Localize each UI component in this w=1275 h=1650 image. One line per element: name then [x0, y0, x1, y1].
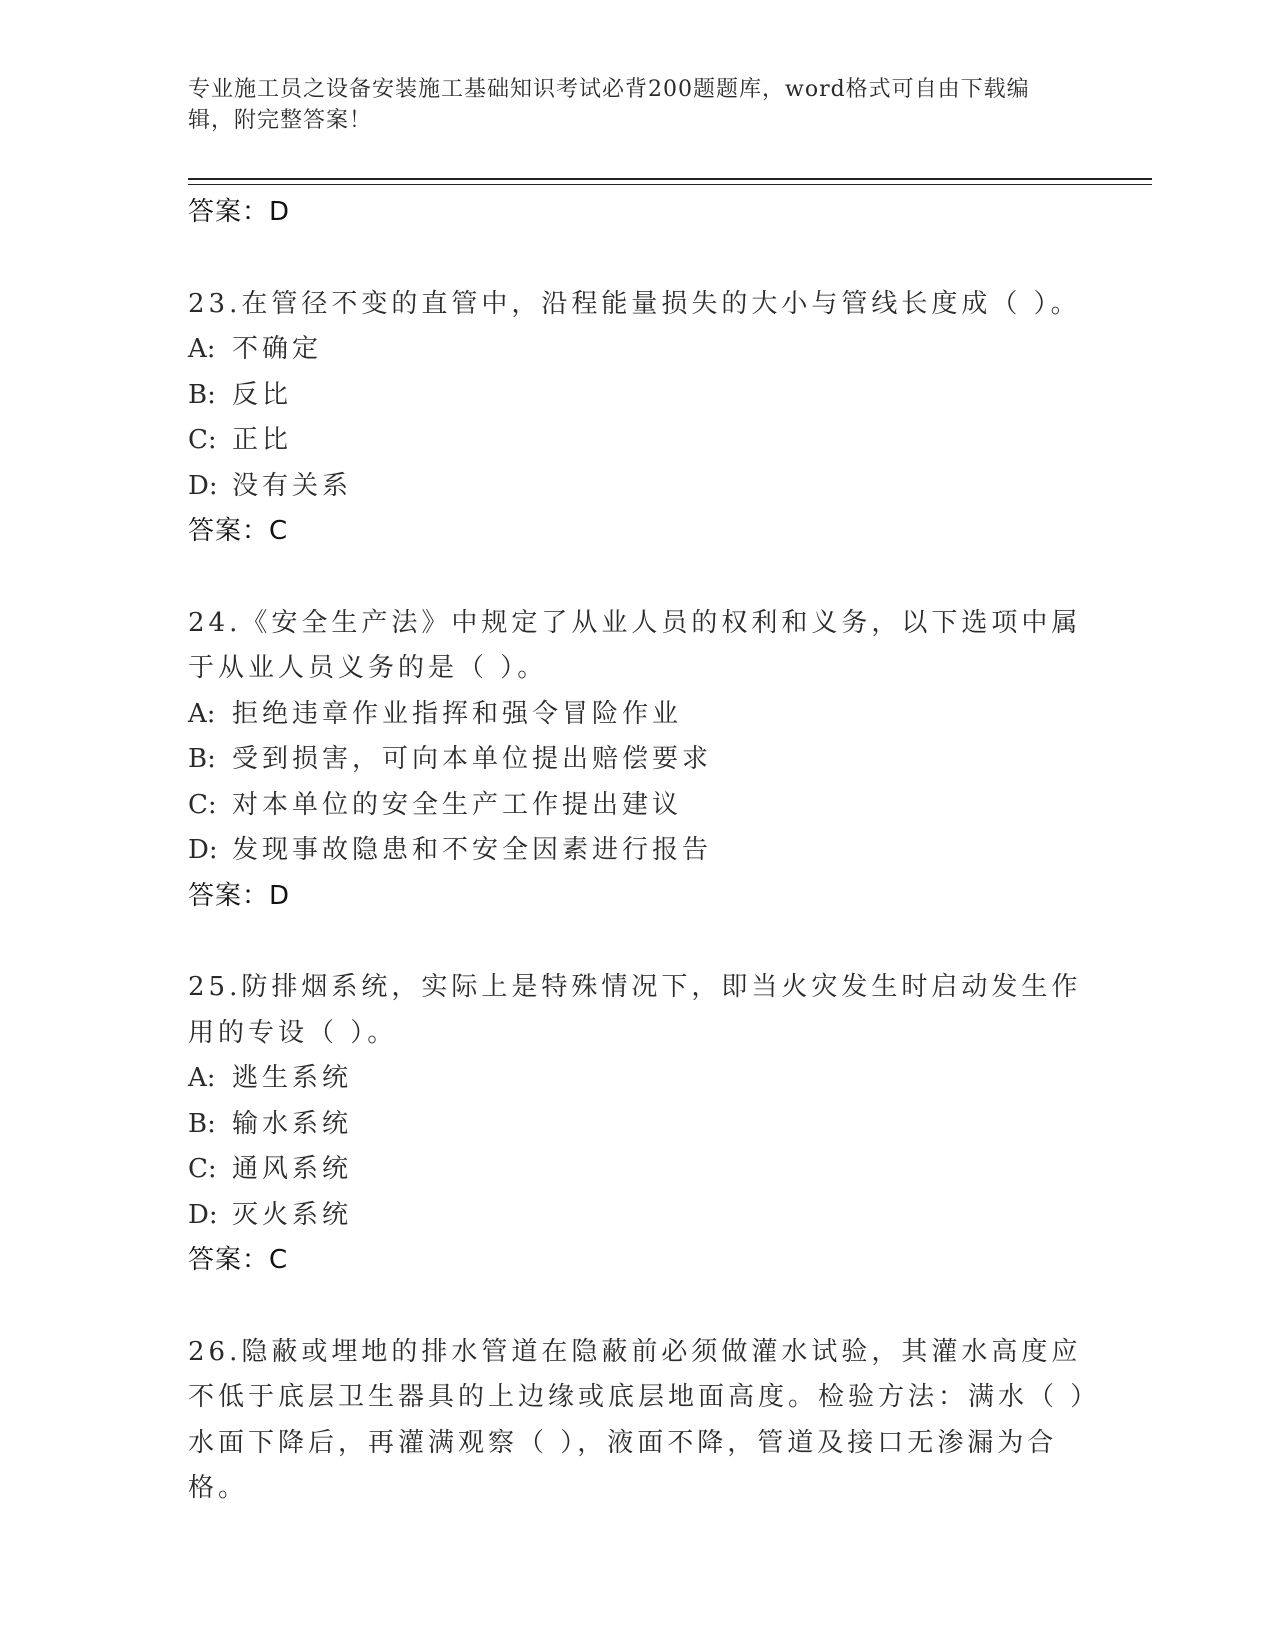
spacer [188, 236, 1088, 282]
header-rule-thin [188, 184, 1152, 185]
option-24-b: B: 受到损害，可向本单位提出赔偿要求 [188, 744, 713, 774]
option-23-d: D: 没有关系 [188, 470, 353, 501]
question-24: 24.《安全生产法》中规定了从业人员的权利和义务，以下选项中属于从业人员义务的是（ ）。 [188, 607, 1082, 683]
option-23-b: B: 反比 [188, 379, 293, 410]
option-25-b: B: 输水系统 [188, 1108, 353, 1139]
question-23: 23.在管径不变的直管中，沿程能量损失的大小与管线长度成（ ）。 [188, 288, 1081, 319]
option-25-c: C: 通风系统 [188, 1154, 353, 1184]
answer-22: 答案：D [188, 197, 291, 227]
option-23-c: C: 正比 [188, 425, 293, 455]
option-24-d: D: 发现事故隐患和不安全因素进行报告 [188, 835, 713, 865]
answer-23: 答案：C [188, 516, 289, 546]
spacer [188, 1284, 1088, 1330]
answer-25: 答案：C [188, 1245, 289, 1275]
question-26: 26.隐蔽或埋地的排水管道在隐蔽前必须做灌水试验，其灌水高度应不低于底层卫生器具的上边缘或底层地面高度。检验方法：满水（ ）水面下降后，再灌满观察（ ），液面不降，管道及接口无渗漏为合格。 [188, 1336, 1088, 1503]
spacer [188, 555, 1088, 601]
header-rule-thick [188, 178, 1152, 180]
option-23-a: A: 不确定 [188, 334, 323, 364]
spacer [188, 919, 1088, 965]
document-header: 专业施工员之设备安装施工基础知识考试必背200题题库，word格式可自由下载编辑，附完整答案！ [188, 77, 1030, 133]
question-25: 25.防排烟系统，实际上是特殊情况下，即当火灾发生时启动发生作用的专设（ ）。 [188, 972, 1082, 1048]
option-24-a: A: 拒绝违章作业指挥和强令冒险作业 [188, 698, 683, 729]
document-body [188, 190, 1088, 1512]
option-25-a: A: 逃生系统 [188, 1063, 353, 1093]
option-25-d: D: 灭火系统 [188, 1199, 353, 1230]
option-24-c: C: 对本单位的安全生产工作提出建议 [188, 789, 683, 820]
answer-24: 答案：D [188, 880, 291, 911]
